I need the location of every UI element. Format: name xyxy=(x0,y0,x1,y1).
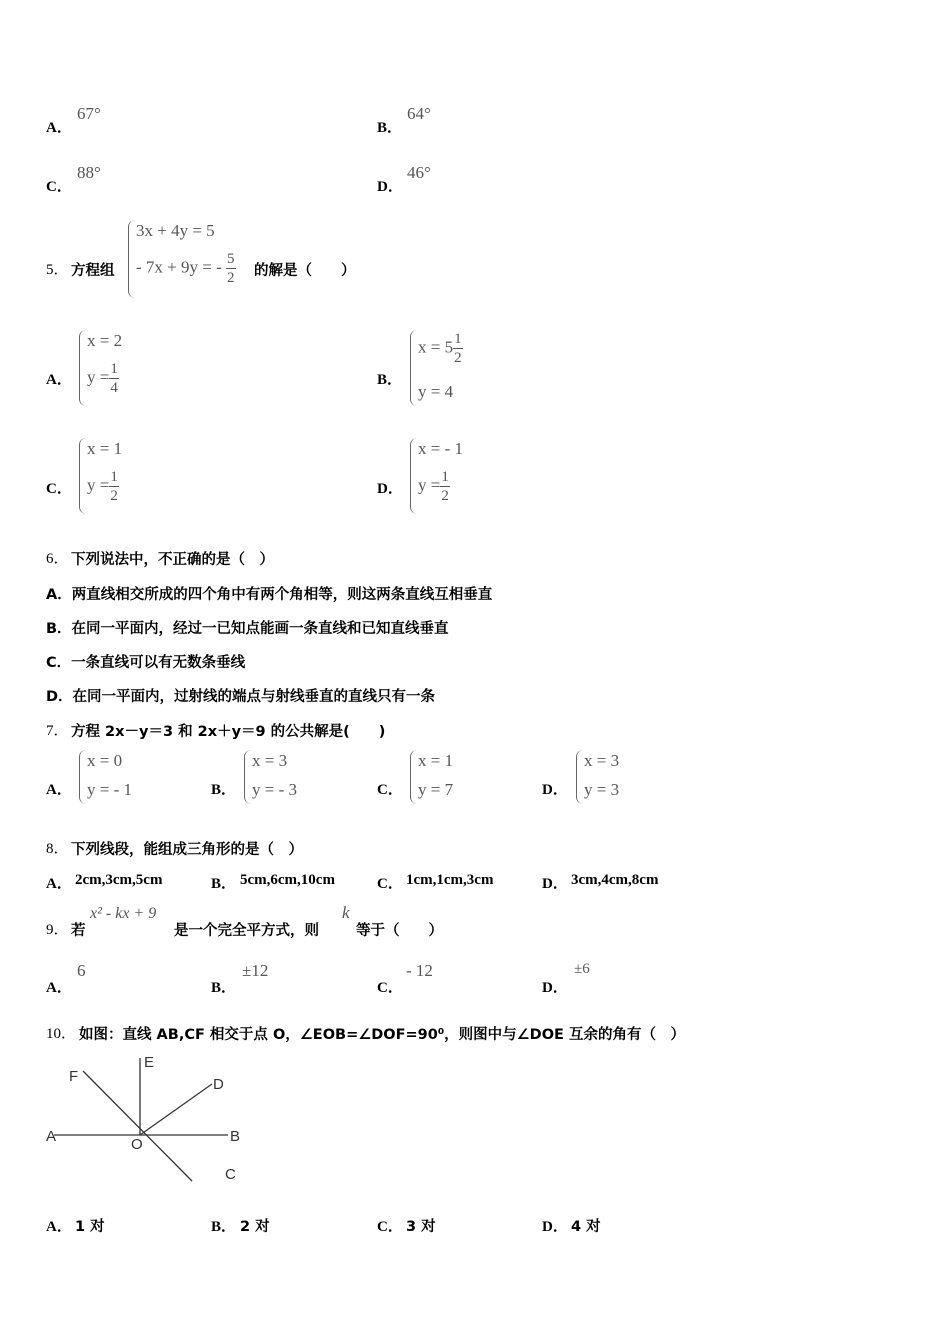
q5-option-b-system xyxy=(410,330,490,406)
q5-option-c-system xyxy=(79,438,149,514)
q5-option-d-label: D． xyxy=(377,481,403,497)
line-cf xyxy=(83,1071,192,1181)
row-2-fraction xyxy=(440,468,450,505)
q9-option-c-value: - 12 xyxy=(406,961,433,980)
q5-eq2 xyxy=(136,250,236,287)
q10-option-a-label: A． xyxy=(46,1219,72,1235)
q7-option-b-system xyxy=(244,750,314,804)
row-2-fraction xyxy=(109,360,119,397)
q9-option-b-label: B． xyxy=(211,980,237,996)
q5-option-b-label: B． xyxy=(377,372,403,388)
q6-number: 6． xyxy=(46,551,69,567)
q9-option-b-value: ±12 xyxy=(242,961,269,980)
q10-option-c-value: 3 对 xyxy=(406,1219,436,1235)
q10-option-a-value: 1 对 xyxy=(75,1219,105,1235)
q4-option-a-value: 67° xyxy=(77,104,101,123)
brace xyxy=(576,750,584,804)
q9-variable: k xyxy=(342,903,350,922)
q10-option-d-value: 4 对 xyxy=(571,1219,601,1235)
q8-stem: 下列线段，能组成三角形的是（ ） xyxy=(71,842,303,858)
q6-stem: 下列说法中，不正确的是（ ） xyxy=(71,552,274,568)
q6-option-c[interactable]: C．一条直线可以有无数条垂线 xyxy=(46,655,246,671)
q9-expression: x² - kx + 9 xyxy=(90,905,157,922)
brace xyxy=(79,750,87,804)
brace xyxy=(410,438,418,514)
q8-option-d-value: 3cm,4cm,8cm xyxy=(571,872,659,888)
q7-option-c-label: C． xyxy=(377,782,403,798)
q7-option-c-system xyxy=(410,750,480,804)
q5-eq2-fraction xyxy=(226,250,236,287)
q7-number: 7． xyxy=(46,723,69,739)
q7-option-d-system xyxy=(576,750,646,804)
row-1: x = 3 xyxy=(584,751,620,770)
row-2: y = 3 xyxy=(584,780,620,799)
q10-option-b-value: 2 对 xyxy=(240,1219,270,1235)
q10-option-b-label: B． xyxy=(211,1219,237,1235)
q7-option-a-system xyxy=(79,750,149,804)
brace xyxy=(244,750,252,804)
q10-stem: 如图：直线 AB,CF 相交于点 O，∠EOB=∠DOF=90⁰，则图中与∠DOE 互余的角有（ ） xyxy=(79,1027,685,1043)
ray-od xyxy=(140,1084,212,1135)
row-2 xyxy=(87,468,119,505)
q8-option-d-label: D． xyxy=(542,876,568,892)
row-1: x = 1 xyxy=(418,751,454,770)
q8-option-a-label: A． xyxy=(46,876,72,892)
q5-eq2-numerator: 5 xyxy=(227,251,235,267)
q8-option-a-value: 2cm,3cm,5cm xyxy=(75,872,163,888)
q7-option-a-label: A． xyxy=(46,782,72,798)
q6-option-b[interactable]: B．在同一平面内，经过一已知点能画一条直线和已知直线垂直 xyxy=(46,621,449,637)
q4-option-d-value: 46° xyxy=(407,163,431,182)
label-f: F xyxy=(69,1068,79,1085)
label-b: B xyxy=(230,1128,241,1145)
q5-brace xyxy=(128,220,136,298)
row-2: y = - 3 xyxy=(252,780,297,799)
row-1-left: x = 5 xyxy=(418,337,454,357)
row-2 xyxy=(418,468,450,505)
row-1: x = - 1 xyxy=(418,439,463,458)
denominator: 4 xyxy=(110,380,118,396)
q5-number: 5． xyxy=(46,262,69,278)
row-2: y = 7 xyxy=(418,780,454,799)
row-2-left: y = xyxy=(87,367,110,387)
q8-option-c-value: 1cm,1cm,3cm xyxy=(406,872,494,888)
label-e: E xyxy=(144,1054,155,1071)
q5-stem-post: 的解是（ ） xyxy=(254,263,356,279)
brace xyxy=(79,438,87,514)
q10-option-d-label: D． xyxy=(542,1219,568,1235)
q5-eq1: 3x + 4y = 5 xyxy=(136,221,215,240)
q9-option-d-label: D． xyxy=(542,980,568,996)
q4-option-d-label: D． xyxy=(377,179,403,195)
q5-option-a-label: A． xyxy=(46,372,72,388)
q5-eq2-denominator: 2 xyxy=(227,270,235,286)
denominator: 2 xyxy=(441,488,449,504)
q7-option-d-label: D． xyxy=(542,782,568,798)
q7-option-b-label: B． xyxy=(211,782,237,798)
row-2: y = 4 xyxy=(418,382,454,401)
q6-option-d[interactable]: D．在同一平面内，过射线的端点与射线垂直的直线只有一条 xyxy=(46,689,436,705)
brace xyxy=(410,750,418,804)
row-2 xyxy=(87,360,119,397)
q8-option-b-label: B． xyxy=(211,876,237,892)
label-c: C xyxy=(225,1166,236,1183)
q6-option-a[interactable]: A．两直线相交所成的四个角中有两个角相等，则这两条直线互相垂直 xyxy=(46,587,493,603)
label-o: O xyxy=(131,1136,143,1153)
brace xyxy=(410,330,418,406)
brace xyxy=(79,330,87,406)
q7-stem: 方程 2x－y＝3 和 2x＋y＝9 的公共解是( ) xyxy=(71,724,386,740)
q4-option-b-value: 64° xyxy=(407,104,431,123)
q5-option-a-system xyxy=(79,330,149,406)
q8-option-c-label: C． xyxy=(377,876,403,892)
q9-stem-pre: 若 xyxy=(71,923,86,939)
label-d: D xyxy=(213,1076,224,1093)
q4-option-a-label: A． xyxy=(46,120,72,136)
q5-option-c-label: C． xyxy=(46,481,72,497)
q4-option-c-label: C． xyxy=(46,179,72,195)
q9-option-a-value: 6 xyxy=(77,961,86,980)
q9-number: 9． xyxy=(46,922,69,938)
row-1: x = 2 xyxy=(87,331,123,350)
q9-stem-post: 等于（ ） xyxy=(356,923,443,939)
q4-option-b-label: B． xyxy=(377,120,403,136)
row-1: x = 1 xyxy=(87,439,123,458)
row-2-fraction xyxy=(109,468,119,505)
row-2: y = - 1 xyxy=(87,780,132,799)
q5-eq2-left: - 7x + 9y = - xyxy=(136,257,222,277)
q9-stem-mid: 是一个完全平方式，则 xyxy=(174,923,319,939)
q9-option-c-label: C． xyxy=(377,980,403,996)
q10-figure xyxy=(40,1048,270,1198)
q5-option-d-system xyxy=(410,438,490,514)
denominator: 2 xyxy=(454,350,462,366)
q4-option-c-value: 88° xyxy=(77,163,101,182)
q5-equation-system xyxy=(128,220,248,298)
q10-option-c-label: C． xyxy=(377,1219,403,1235)
row-1-fraction xyxy=(453,330,463,367)
row-1 xyxy=(418,330,463,367)
numerator: 1 xyxy=(441,469,449,485)
q8-number: 8． xyxy=(46,841,69,857)
q9-option-d-value: ±6 xyxy=(574,961,590,977)
numerator: 1 xyxy=(110,469,118,485)
row-1: x = 3 xyxy=(252,751,288,770)
q8-option-b-value: 5cm,6cm,10cm xyxy=(240,872,335,888)
row-2-left: y = xyxy=(87,475,110,495)
label-a: A xyxy=(46,1128,57,1145)
row-2-left: y = xyxy=(418,475,441,495)
q5-stem-pre: 方程组 xyxy=(71,263,115,279)
numerator: 1 xyxy=(454,331,462,347)
denominator: 2 xyxy=(110,488,118,504)
row-1: x = 0 xyxy=(87,751,123,770)
q10-number: 10． xyxy=(46,1026,77,1042)
numerator: 1 xyxy=(110,361,118,377)
q9-option-a-label: A． xyxy=(46,980,72,996)
